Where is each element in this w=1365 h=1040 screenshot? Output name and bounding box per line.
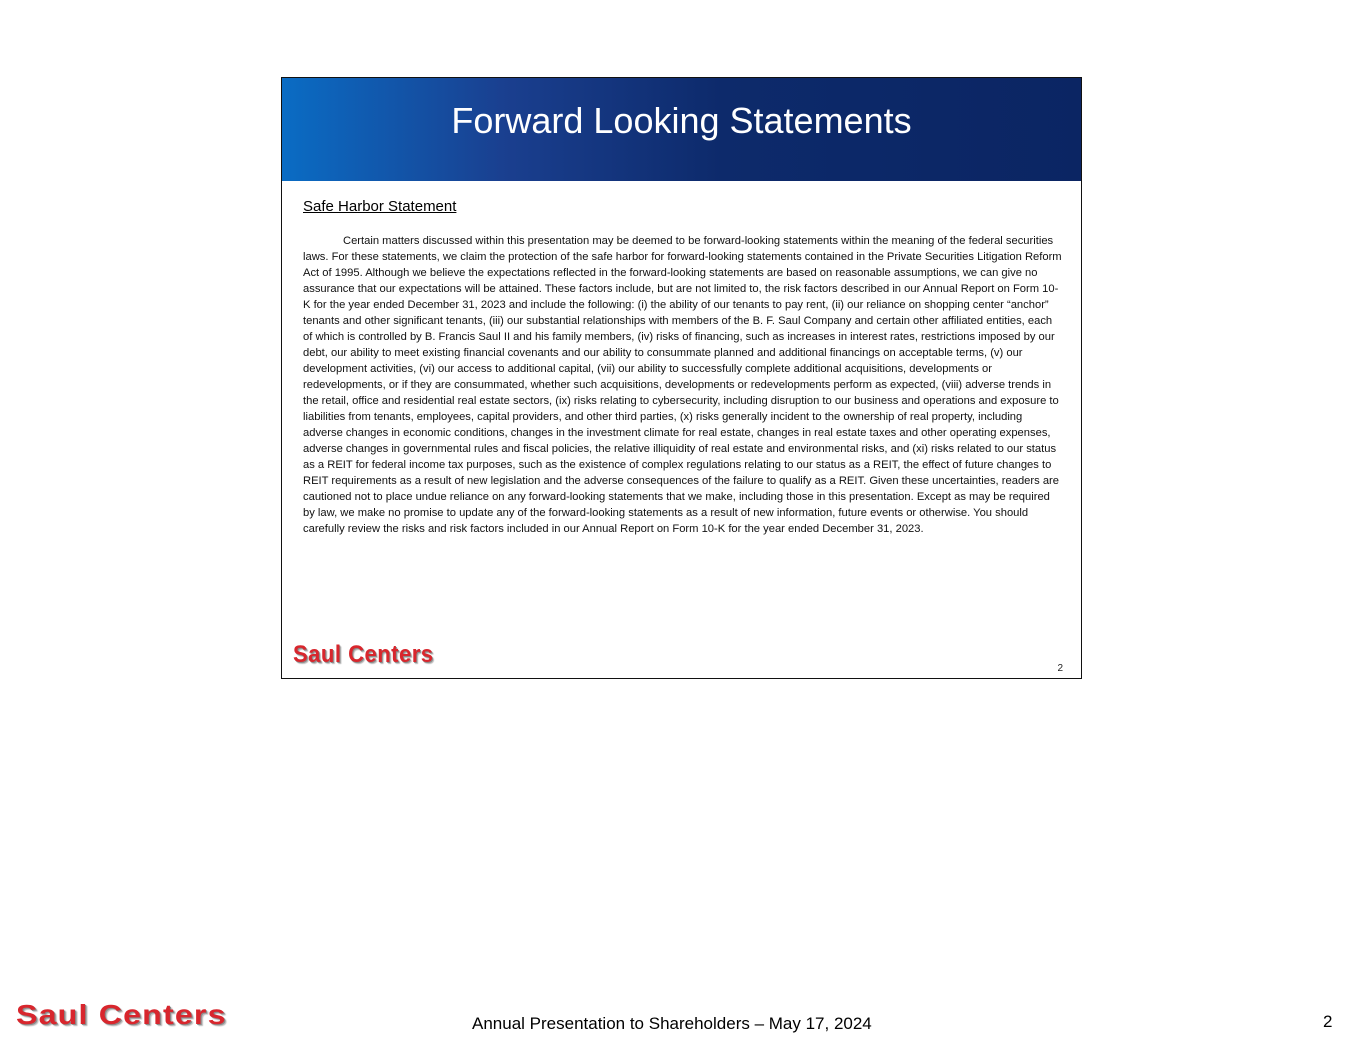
footer-logo: Saul Centers [16, 999, 227, 1030]
footer-page-number: 2 [1323, 1012, 1333, 1031]
section-heading: Safe Harbor Statement [303, 198, 457, 215]
slide-logo: Saul Centers [293, 641, 434, 668]
slide-frame [281, 77, 1082, 679]
footer-caption: Annual Presentation to Shareholders – May 17, 2024 [472, 1014, 872, 1033]
slide-title: Forward Looking Statements [451, 99, 912, 141]
safe-harbor-body-text: Certain matters discussed within this presentation may be deemed to be forward-looking statements within the meaning of the federal securities laws. For these statements, we claim the protection of the safe harbor for forward-looking statements contained in the Private Securities Litigation Reform Act of 1995. Although we believe the expectations reflected in the forward-looking statements are based on reasonable assumptions, we can give no assurance that our expectations will be attained. These factors include, but are not limited to, the risk factors described in our Annual Report on Form 10-K for the year ended December 31, 2023 and include the following: (i) the ability of our tenants to pay rent, (ii) our reliance on shopping center “anchor” tenants and other significant tenants, (iii) our substantial relationships with members of the B. F. Saul Company and certain other affiliated entities, each of which is controlled by B. Francis Saul II and his family members, (iv) risks of financing, such as increases in interest rates, restrictions imposed by our debt, our ability to meet existing financial covenants and our ability to consummate planned and additional financings on acceptable terms, (v) our development activities, (vi) our access to additional capital, (vii) our ability to successfully complete additional acquisitions, developments or redevelopments, or if they are consummated, whether such acquisitions, developments or redevelopments perform as expected, (viii) adverse trends in the retail, office and residential real estate sectors, (ix) risks relating to cybersecurity, including disruption to our business and operations and exposure to liabilities from tenants, employees, capital providers, and other third parties, (x) risks generally incident to the ownership of real property, including adverse changes in economic conditions, changes in the investment climate for real estate, changes in real estate taxes and other operating expenses, adverse changes in governmental rules and fiscal policies, the relative illiquidity of real estate and environmental risks, and (xi) risks related to our status as a REIT for federal income tax purposes, such as the existence of complex regulations relating to our status as a REIT, the effect of future changes to REIT requirements as a result of new legislation and the adverse consequences of the failure to qualify as a REIT. Given these uncertainties, readers are cautioned not to place undue reliance on any forward-looking statements that we make, including those in this presentation. Except as may be required by law, we make no promise to update any of the forward-looking statements as a result of new information, future events or otherwise. You should carefully review the risks and risk factors included in our Annual Report on Form 10-K for the year ended December 31, 2023. [303, 235, 1062, 535]
slide-page-number: 2 [1057, 663, 1063, 674]
slide-header-banner [282, 78, 1081, 181]
